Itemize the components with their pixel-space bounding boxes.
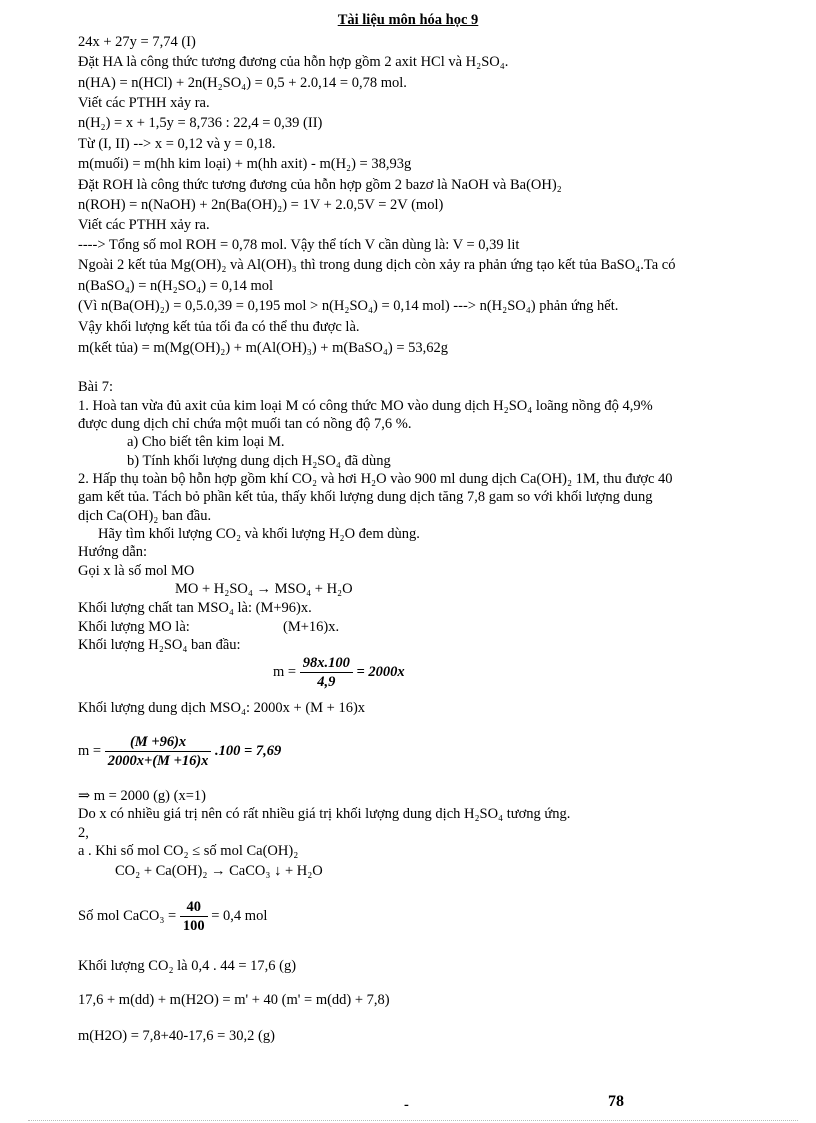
fraction-numerator: (M +96)x bbox=[105, 733, 212, 752]
text-line: Đặt ROH là công thức tương đương của hỗn hợp gồm 2 bazơ là NaOH và Ba(OH)₂ bbox=[78, 177, 562, 193]
question-b: b) Tính khối lượng dung dịch H₂SO₄ đã dùng bbox=[127, 453, 391, 469]
text-line: Viết các PTHH xảy ra. bbox=[78, 217, 210, 233]
fraction-denominator: 100 bbox=[182, 918, 205, 934]
formula-rhs: .100 = 7,69 bbox=[215, 742, 282, 759]
equation-line: n(ROH) = n(NaOH) + 2n(Ba(OH)₂) = 1V + 2.0,5V = 2V (mol) bbox=[78, 197, 444, 213]
text-line: Khối lượng chất tan MSO₄ là: (M+96)x. bbox=[78, 600, 312, 616]
fraction-formula-1 bbox=[273, 654, 405, 691]
formula-rhs: = 0,4 mol bbox=[211, 907, 268, 924]
equation-line: (Vì n(Ba(OH)₂) = 0,5.0,39 = 0,195 mol > n(H₂SO₄) = 0,14 mol) ---> n(H₂SO₄) phản ứng hết. bbox=[78, 298, 619, 314]
fraction-denominator: 2000x+(M +16)x bbox=[107, 753, 209, 769]
exercise-heading: Bài 7: bbox=[78, 379, 114, 395]
text-line: Từ (I, II) --> x = 0,12 và y = 0,18. bbox=[78, 136, 276, 152]
fraction-numerator: 98x.100 bbox=[300, 654, 353, 673]
equation-line: 17,6 + m(dd) + m(H2O) = m' + 40 (m' = m(dd) + 7,8) bbox=[78, 992, 390, 1008]
formula-lhs: m = bbox=[78, 742, 102, 759]
text-line: 2. Hấp thụ toàn bộ hỗn hợp gồm khí CO₂ và hơi H₂O vào 900 ml dung dịch Ca(OH)₂ 1M, thu được 40 bbox=[78, 471, 673, 487]
formula-lhs: Số mol CaCO₃ = bbox=[78, 907, 177, 924]
fraction-numerator: 40 bbox=[180, 898, 208, 917]
equation-line: 24x + 27y = 7,74 (I) bbox=[78, 34, 196, 50]
equation-line: n(HA) = n(HCl) + 2n(H₂SO₄) = 0,5 + 2.0,14 = 0,78 mol. bbox=[78, 75, 407, 91]
text-line: Viết các PTHH xảy ra. bbox=[78, 95, 210, 111]
text-line: 2, bbox=[78, 825, 89, 841]
text-line: được dung dịch chỉ chứa một muối tan có nồng độ 7,6 %. bbox=[78, 416, 412, 432]
equation-line: m(kết tủa) = m(Mg(OH)₂) + m(Al(OH)₃) + m(BaSO₄) = 53,62g bbox=[78, 340, 449, 356]
text-line: Vậy khối lượng kết tủa tối đa có thể thu được là. bbox=[78, 319, 360, 335]
fraction-formula-2 bbox=[78, 733, 281, 770]
footer-dash: - bbox=[404, 1097, 409, 1113]
text-line: ⇒ m = 2000 (g) (x=1) bbox=[78, 788, 206, 804]
guide-heading: Hướng dẫn: bbox=[78, 544, 148, 560]
text-line: dịch Ca(OH)₂ ban đầu. bbox=[78, 508, 212, 524]
fraction-formula-3 bbox=[78, 898, 267, 935]
equation-line: m(muối) = m(hh kim loại) + m(hh axit) - m(H₂) = 38,93g bbox=[78, 156, 412, 172]
text-line: a . Khi số mol CO₂ ≤ số mol Ca(OH)₂ bbox=[78, 843, 299, 859]
formula-lhs: m = bbox=[273, 663, 297, 680]
value: (M+16)x. bbox=[283, 619, 340, 635]
page-title: Tài liệu môn hóa học 9 bbox=[337, 12, 479, 28]
reaction-equation: CO₂ + Ca(OH)₂ → CaCO₃ ↓ + H₂O bbox=[115, 863, 323, 879]
reaction-equation: MO + H₂SO₄ → MSO₄ + H₂O bbox=[175, 581, 353, 597]
equation-line: n(BaSO₄) = n(H₂SO₄) = 0,14 mol bbox=[78, 278, 274, 294]
text-line: Khối lượng CO₂ là 0,4 . 44 = 17,6 (g) bbox=[78, 958, 297, 974]
text-line: gam kết tủa. Tách bỏ phần kết tủa, thấy khối lượng dung dịch tăng 7,8 gam so với khối lượng dung bbox=[78, 489, 653, 505]
fraction-denominator: 4,9 bbox=[317, 674, 336, 690]
formula-rhs: = 2000x bbox=[356, 663, 405, 680]
text-line: Do x có nhiều giá trị nên có rất nhiều giá trị khối lượng dung dịch H₂SO₄ tương ứng. bbox=[78, 806, 571, 822]
question-a: a) Cho biết tên kim loại M. bbox=[127, 434, 285, 450]
text-line: ----> Tổng số mol ROH = 0,78 mol. Vậy thể tích V cần dùng là: V = 0,39 lit bbox=[78, 237, 520, 253]
text-line: Gọi x là số mol MO bbox=[78, 563, 195, 579]
page-number: 78 bbox=[608, 1093, 624, 1110]
text-line: Ngoài 2 kết tủa Mg(OH)₂ và Al(OH)₃ thì trong dung dịch còn xảy ra phản ứng tạo kết tủa BaSO₄.Ta có bbox=[78, 257, 676, 273]
text-line: Hãy tìm khối lượng CO₂ và khối lượng H₂O đem dùng. bbox=[98, 526, 420, 542]
footer-divider bbox=[28, 1120, 798, 1121]
text-line: Đặt HA là công thức tương đương của hỗn hợp gồm 2 axit HCl và H₂SO₄. bbox=[78, 54, 509, 70]
text-line: 1. Hoà tan vừa đủ axit của kim loại M có công thức MO vào dung dịch H₂SO₄ loãng nồng độ 4,9% bbox=[78, 398, 653, 414]
text-line: Khối lượng dung dịch MSO₄: 2000x + (M + 16)x bbox=[78, 700, 366, 716]
text-line: Khối lượng H₂SO₄ ban đầu: bbox=[78, 637, 241, 653]
equation-line: n(H₂) = x + 1,5y = 8,736 : 22,4 = 0,39 (II) bbox=[78, 115, 323, 131]
equation-line: m(H2O) = 7,8+40-17,6 = 30,2 (g) bbox=[78, 1028, 275, 1044]
text-line: Khối lượng MO là: bbox=[78, 619, 190, 635]
